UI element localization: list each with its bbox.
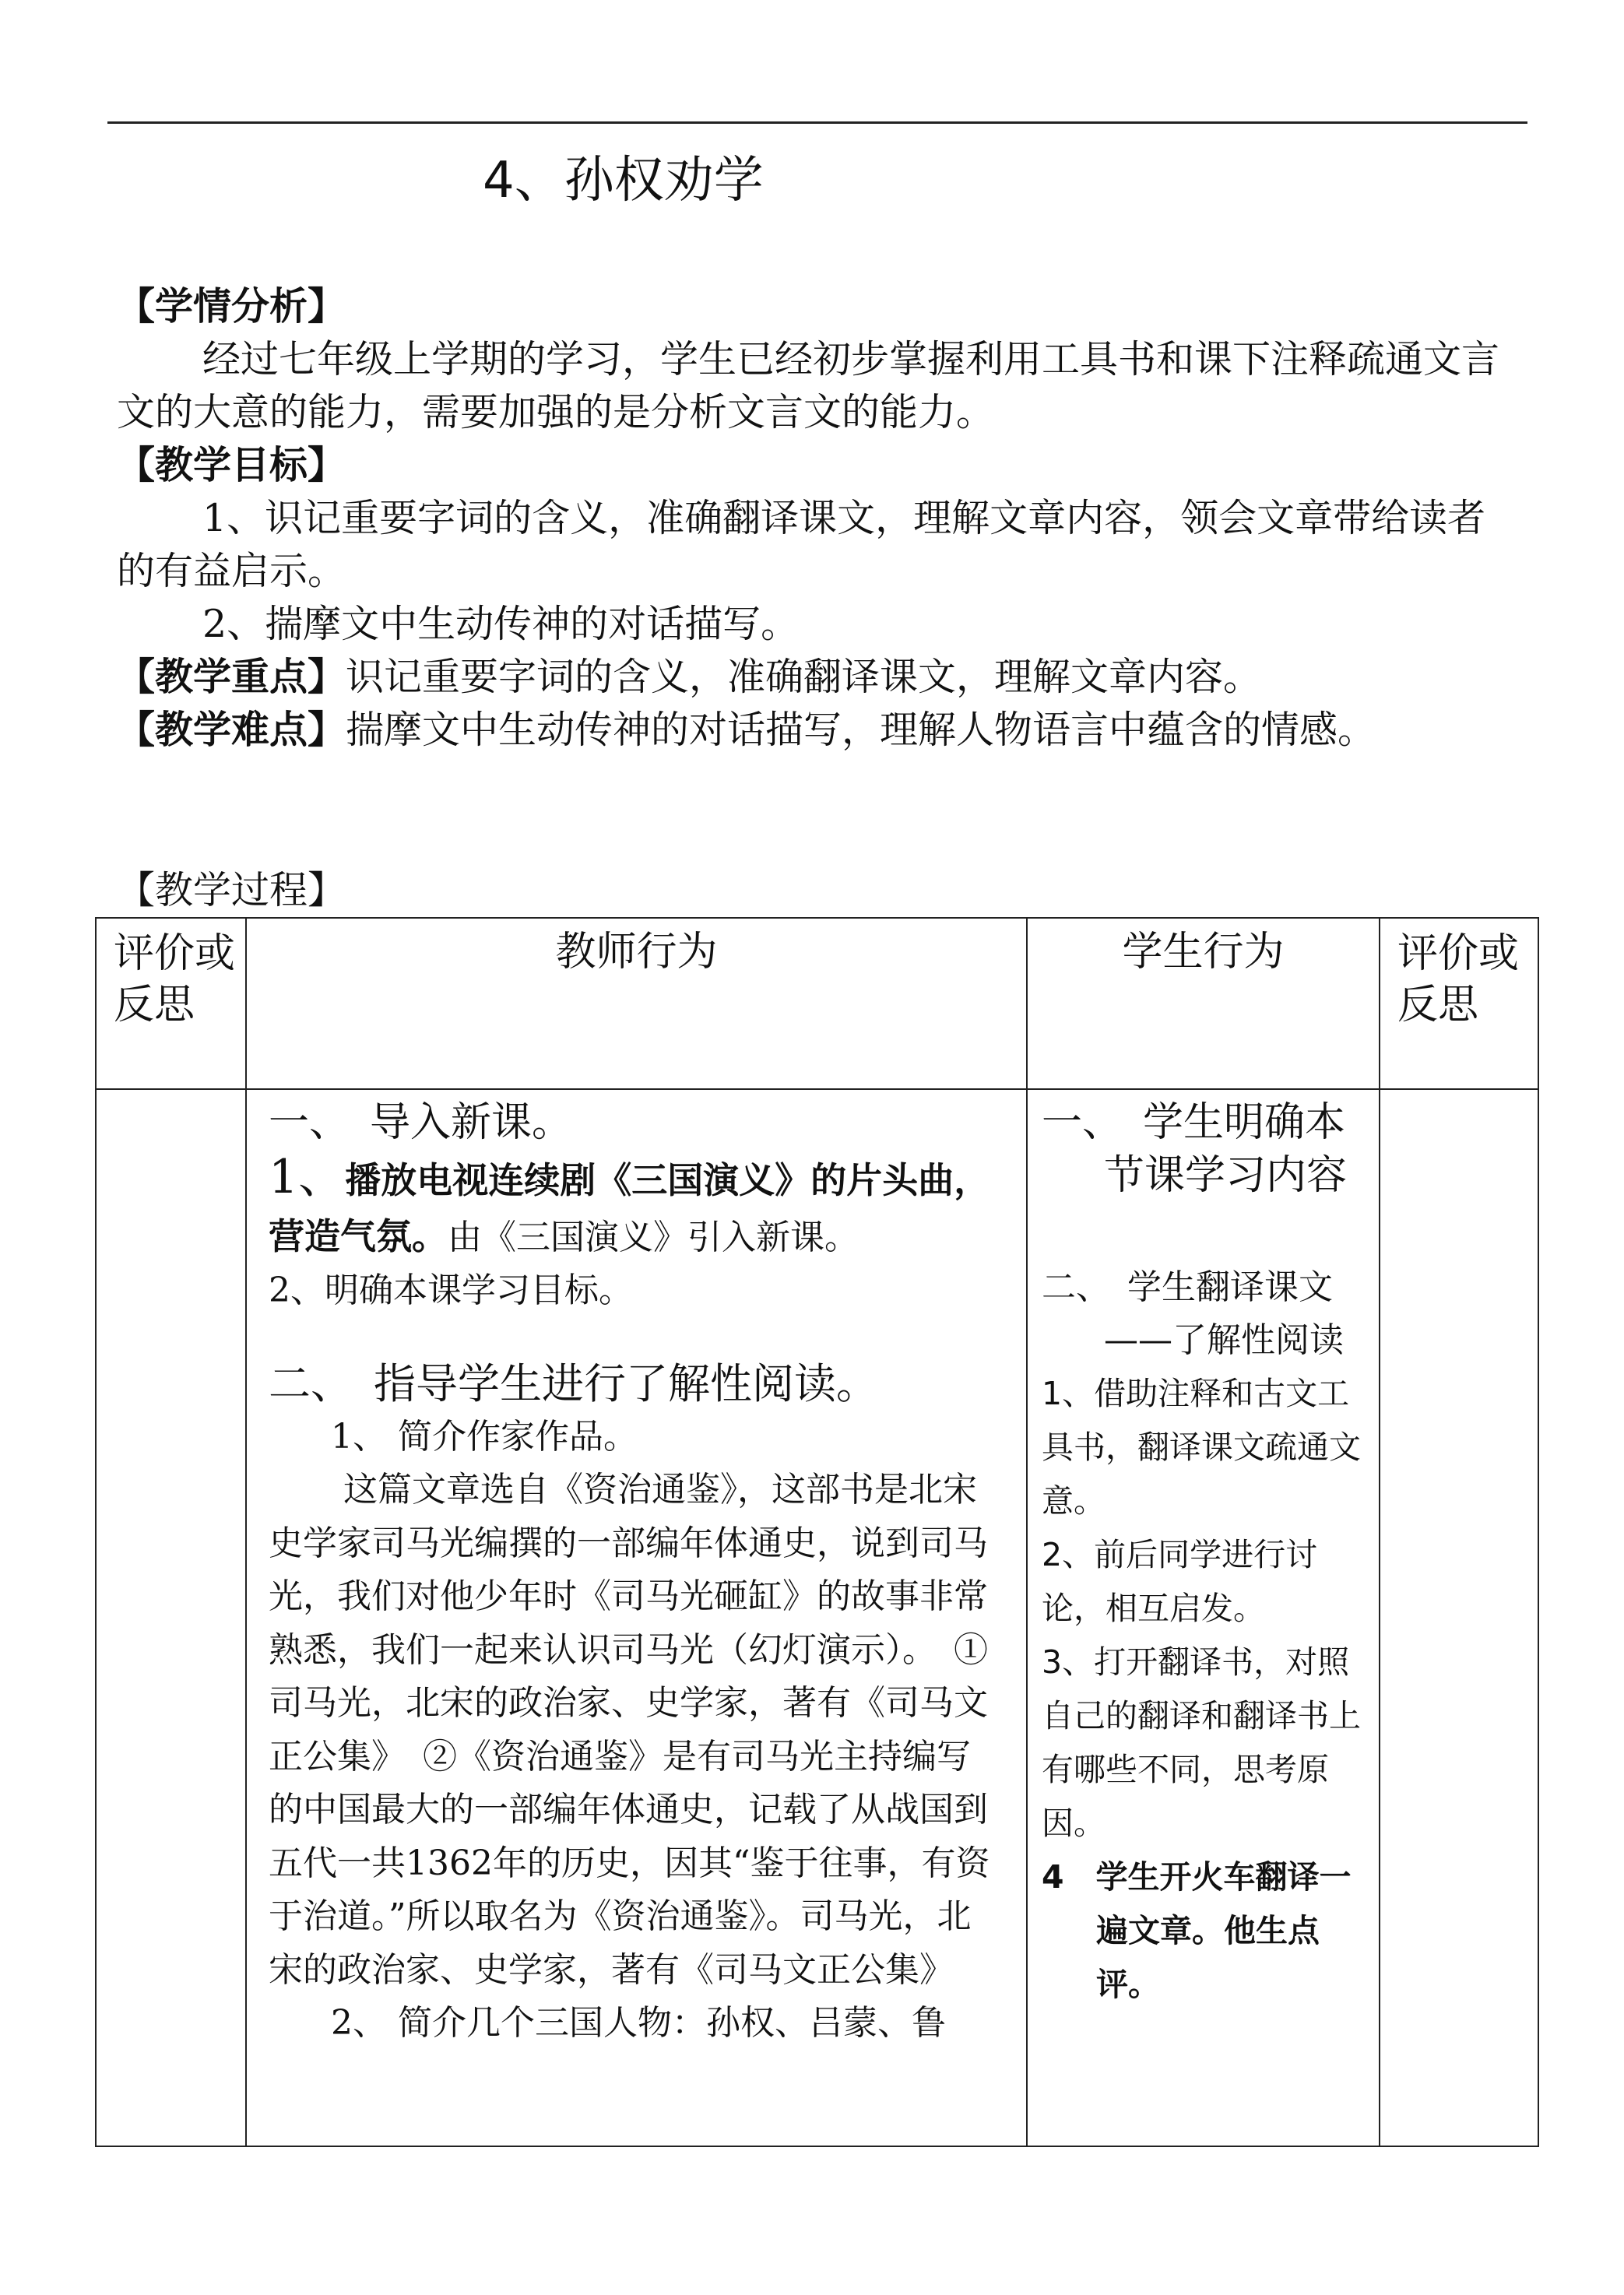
teacher-s1-item1-num: 1、 — [269, 1150, 346, 1204]
keypoint-heading: 【教学重点】 — [117, 655, 346, 699]
difficulty-heading: 【教学难点】 — [117, 708, 346, 752]
teacher-s1-item1 — [269, 1149, 1004, 1266]
process-table — [95, 917, 1539, 2147]
student-s1: 一、 学生明确本节课学习内容 — [1042, 1099, 1348, 1199]
teacher-s1-item1-tail: 由《三国演义》引入新课。 — [448, 1218, 859, 1257]
teacher-s1-title: 一、 导入新课。 — [269, 1099, 573, 1146]
student-item-3: 3、打开翻译书，对照自己的翻译和翻译书上有哪些不同，思考原因。 — [1042, 1643, 1361, 1842]
page-title: 4、孙权劝学 — [483, 152, 764, 209]
col-header-student: 学生行为 — [1027, 918, 1380, 1089]
analysis-heading: 【学情分析】 — [117, 284, 346, 329]
keypoint-section — [117, 651, 1510, 704]
top-rule — [107, 121, 1527, 124]
teacher-cell — [246, 1089, 1027, 2146]
goal-item-1: 1、识记重要字词的含义，准确翻译课文，理解文章内容，领会文章带给读者的有益启示。 — [117, 496, 1486, 593]
difficulty-section — [117, 704, 1510, 757]
goals-section — [117, 439, 1510, 651]
analysis-text: 经过七年级上学期的学习，学生已经初步掌握利用工具书和课下注释疏通文言文的大意的能力，需要加强的是分析文言文的能力。 — [117, 337, 1500, 434]
reflection-cell-left — [96, 1089, 246, 2146]
teacher-s1-item1-text: 播放电视连续剧《三国演义》的片头曲，营造气氛。 — [269, 1159, 990, 1257]
teacher-s2-item1: 1、 简介作家作品。 — [331, 1417, 638, 1457]
difficulty-text: 揣摩文中生动传神的对话描写，理解人物语言中蕴含的情感。 — [346, 708, 1376, 752]
student-item-2: 2、前后同学进行讨论，相互启发。 — [1042, 1536, 1318, 1627]
keypoint-text: 识记重要字词的含义，准确翻译课文，理解文章内容。 — [346, 655, 1262, 699]
reflection-cell-right — [1380, 1089, 1538, 2146]
col-header-reflection-left: 评价或反思 — [96, 918, 246, 1089]
teacher-s2-item2: 2、 简介几个三国人物：孙权、吕蒙、鲁 — [331, 2003, 946, 2043]
student-item-1: 1、借助注释和古文工具书，翻译课文疏通文意。 — [1042, 1375, 1361, 1520]
goal-item-2: 2、揣摩文中生动传神的对话描写。 — [202, 602, 800, 646]
process-heading: 【教学过程】 — [117, 868, 346, 912]
student-item-4: 4 学生开火车翻译一遍文章。他生点评。 — [1042, 1858, 1352, 2003]
analysis-section — [117, 280, 1510, 439]
table-header-row — [96, 918, 1538, 1089]
student-s2: 二、 学生翻译课文——了解性阅读 — [1042, 1267, 1344, 1360]
teacher-s1-item2: 2、明确本课学习目标。 — [269, 1271, 633, 1310]
goals-heading: 【教学目标】 — [117, 443, 346, 487]
col-header-reflection-right: 评价或反思 — [1380, 918, 1538, 1089]
teacher-s2-title: 二、 指导学生进行了解性阅读。 — [269, 1359, 878, 1408]
table-row — [96, 1089, 1538, 2146]
col-header-teacher: 教师行为 — [246, 918, 1027, 1089]
student-cell — [1027, 1089, 1380, 2146]
teacher-s2-para: 这篇文章选自《资治通鉴》，这部书是北宋史学家司马光编撰的一部编年体通史，说到司马光，我们对他少年时《司马光砸缸》的故事非常熟悉，我们一起来认识司马光（幻灯演示）。 ①司马光，北宋的政治家、史学家，著有《司马文正公集》 ②《资治通鉴》是有司马光主持编写的中国最大的一部编年体通史，记载了从战国到五代一共1362年的历史，因其“鉴于往事，有资于治道。”所以取名为《资治通鉴》。司马光，北宋的政治家、史学家，著有《司马文正公集》 — [269, 1470, 990, 1990]
